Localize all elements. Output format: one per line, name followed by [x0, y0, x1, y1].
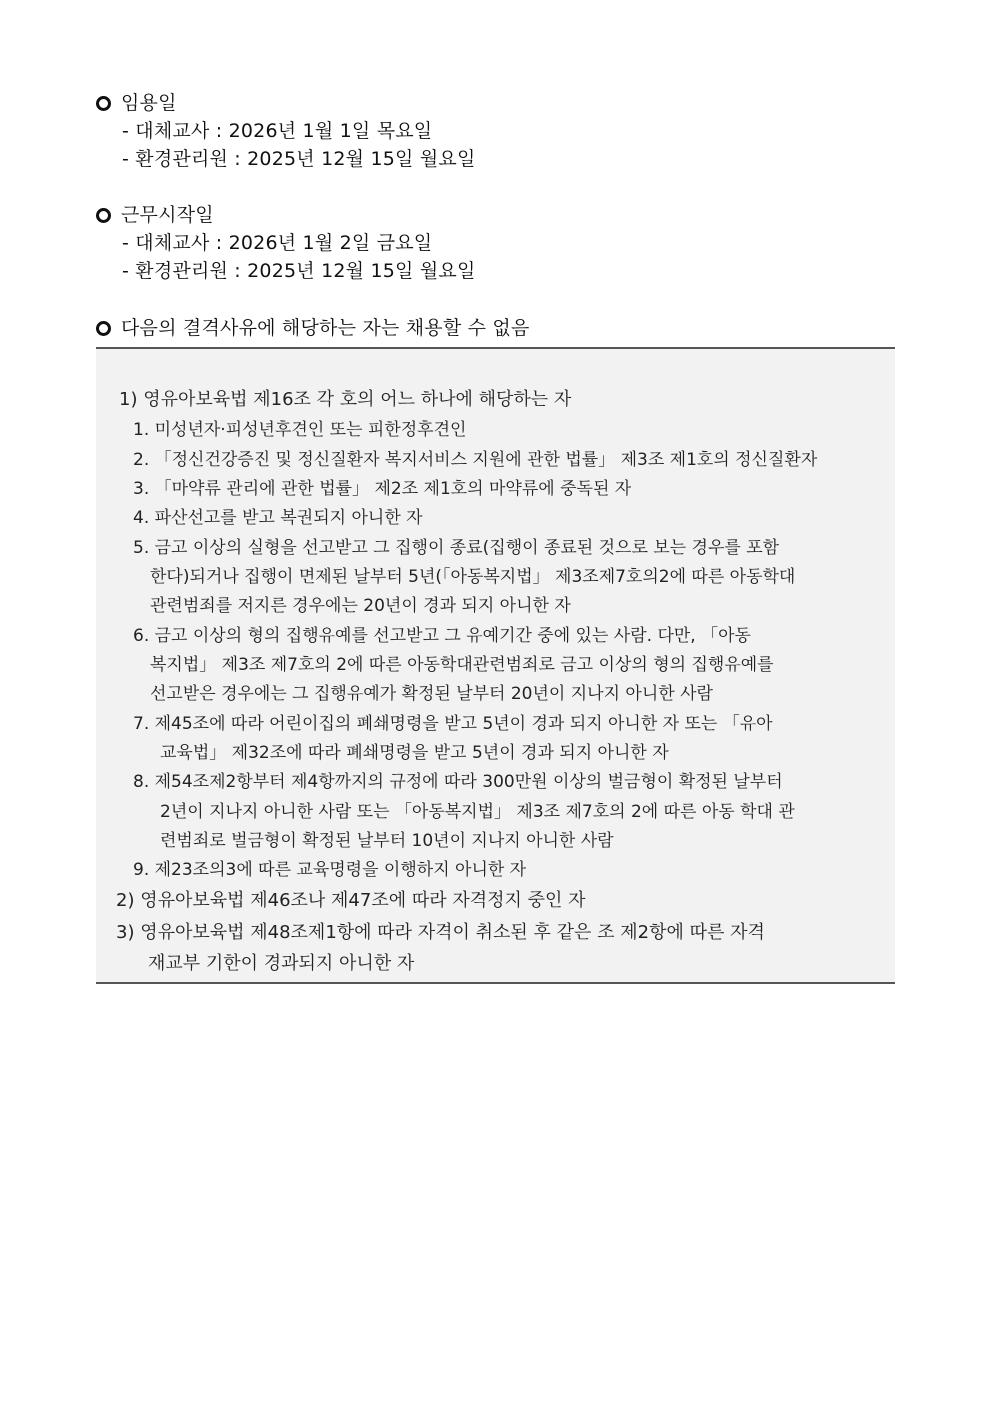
criteria-subitem: 3. 「마약류 관리에 관한 법률」 제2조 제1호의 마약류에 중독된 자 — [133, 479, 632, 499]
criteria-subitem-cont: 관련범죄를 저지른 경우에는 20년이 경과 되지 아니한 자 — [150, 596, 571, 616]
disqualification-section — [96, 314, 896, 342]
criteria-subitem: 1. 미성년자·피성년후견인 또는 피한정후견인 — [133, 420, 467, 440]
criteria-item-cont: 재교부 기한이 경과되지 아니한 자 — [148, 953, 415, 974]
criteria-subitem: 5. 금고 이상의 실형을 선고받고 그 집행이 종료(집행이 종료된 것으로 보는 경우를 포함 — [133, 538, 780, 558]
criteria-subitem-cont: 한다)되거나 집행이 면제된 날부터 5년(「아동복지법」 제3조제7호의2에 따른 아동학대 — [150, 567, 796, 587]
criteria-subitem-cont: 련범죄로 벌금형이 확정된 날부터 10년이 지나지 아니한 사람 — [160, 831, 614, 851]
criteria-subitem: 6. 금고 이상의 형의 집행유예를 선고받고 그 유예기간 중에 있는 사람. 다만, 「아동 — [133, 626, 751, 646]
criteria-subitem: 9. 제23조의3에 따른 교육명령을 이행하지 아니한 자 — [133, 860, 527, 880]
criteria-subitem: 4. 파산선고를 받고 복권되지 아니한 자 — [133, 508, 423, 528]
work-start-item: - 환경관리원 : 2025년 12월 15일 월요일 — [122, 260, 476, 282]
criteria-subitem: 2. 「정신건강증진 및 정신질환자 복지서비스 지원에 관한 법률」 제3조 제1호의 정신질환자 — [133, 450, 818, 470]
criteria-subitem: 8. 제54조제2항부터 제4항까지의 규정에 따라 300만원 이상의 벌금형이 확정된 날부터 — [133, 772, 783, 792]
disqualification-title: 다음의 결격사유에 해당하는 자는 채용할 수 없음 — [121, 317, 530, 339]
circle-bullet-icon — [96, 96, 111, 111]
criteria-subitem-cont: 교육법」 제32조에 따라 폐쇄명령을 받고 5년이 경과 되지 아니한 자 — [160, 743, 669, 763]
appointment-section — [96, 89, 896, 173]
criteria-item: 3) 영유아보육법 제48조제1항에 따라 자격이 취소된 후 같은 조 제2항에 따른 자격 — [116, 922, 765, 943]
work-start-section — [96, 201, 896, 285]
appointment-item: - 환경관리원 : 2025년 12월 15일 월요일 — [122, 148, 476, 170]
criteria-item: 2) 영유아보육법 제46조나 제47조에 따라 자격정지 중인 자 — [116, 890, 586, 911]
appointment-title: 임용일 — [121, 92, 177, 114]
appointment-item: - 대체교사 : 2026년 1월 1일 목요일 — [122, 120, 433, 142]
criteria-subitem-cont: 선고받은 경우에는 그 집행유예가 확정된 날부터 20년이 지나지 아니한 사람 — [150, 684, 713, 704]
work-start-heading — [96, 201, 896, 229]
appointment-heading — [96, 89, 896, 117]
disqualification-heading — [96, 314, 896, 342]
criteria-item: 1) 영유아보육법 제16조 각 호의 어느 하나에 해당하는 자 — [119, 389, 572, 410]
circle-bullet-icon — [96, 321, 111, 336]
work-start-title: 근무시작일 — [121, 204, 214, 226]
criteria-subitem-cont: 2년이 지나지 아니한 사람 또는 「아동복지법」 제3조 제7호의 2에 따른 아동 학대 관 — [160, 802, 795, 822]
criteria-subitem: 7. 제45조에 따라 어린이집의 폐쇄명령을 받고 5년이 경과 되지 아니한 자 또는 「유아 — [133, 714, 773, 734]
criteria-subitem-cont: 복지법」 제3조 제7호의 2에 따른 아동학대관련범죄로 금고 이상의 형의 집행유예를 — [150, 655, 774, 675]
work-start-item: - 대체교사 : 2026년 1월 2일 금요일 — [122, 232, 433, 254]
circle-bullet-icon — [96, 208, 111, 223]
